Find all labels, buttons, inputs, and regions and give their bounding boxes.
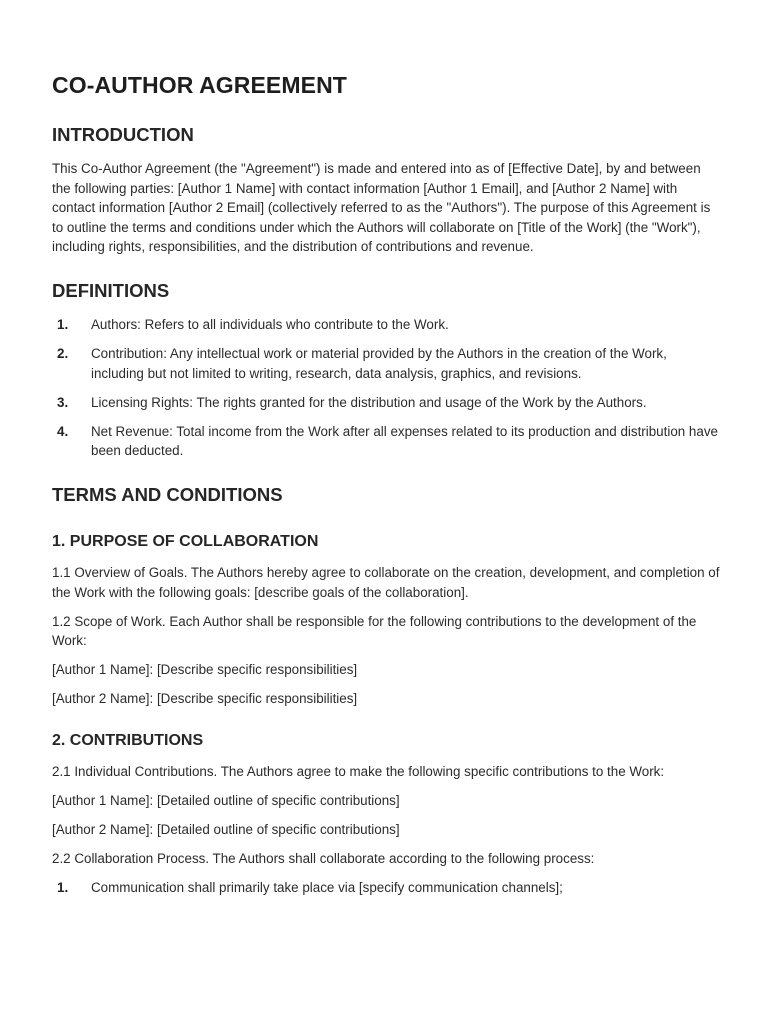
document-title: CO-AUTHOR AGREEMENT xyxy=(52,72,347,98)
author-2-contributions: [Author 2 Name]: [Detailed outline of specific contributions] xyxy=(52,822,400,837)
list-number: 2. xyxy=(57,346,69,361)
list-text: Contribution: Any intellectual work or material provided by the Authors in the creation of the Work, including but not limited to writing, research, data analysis, graphics, and revisions. xyxy=(91,346,667,381)
collaboration-process-paragraph: 2.2 Collaboration Process. The Authors shall collaborate according to the following process: xyxy=(52,851,595,866)
purpose-paragraph: 1.1 Overview of Goals. The Authors hereby agree to collaborate on the creation, development, and completion of the Work with the following goals: [describe goals of the collaboration]. xyxy=(52,565,720,600)
list-number: 1. xyxy=(57,317,69,332)
list-item xyxy=(52,315,720,335)
terms-heading: TERMS AND CONDITIONS xyxy=(52,484,283,505)
individual-contributions-paragraph: 2.1 Individual Contributions. The Authors agree to make the following specific contributions to the Work: xyxy=(52,764,665,779)
list-number: 3. xyxy=(57,394,69,410)
list-item xyxy=(52,422,720,461)
contributions-heading: 2. CONTRIBUTIONS xyxy=(52,732,204,749)
list-item xyxy=(52,344,720,383)
introduction-text: This Co-Author Agreement (the "Agreement") is made and entered into as of [Effective Date], by and between the following parties: [Author 1 Name] with contact information [Author 1 Email], and [Author 2 Name] with contact information [Author 2 Email] (collectively referred to as the "Authors"). The purpose of this Agreement is to outline the terms and conditions under which the Authors will collaborate on [Title of the Work] (the "Work"), including rights, responsibilities, and the distribution of contributions and revenue. xyxy=(52,161,711,254)
author-1-responsibilities: [Author 1 Name]: [Describe specific responsibilities] xyxy=(52,662,358,677)
list-text: Communication shall primarily take place via [specify communication channels]; xyxy=(91,880,563,895)
list-text: Net Revenue: Total income from the Work after all expenses related to its production and distribution have been deducted. xyxy=(91,423,718,458)
terms-section xyxy=(52,483,720,898)
list-number: 4. xyxy=(57,423,69,439)
author-1-contributions: [Author 1 Name]: [Detailed outline of specific contributions] xyxy=(52,793,400,808)
definitions-list xyxy=(52,315,720,461)
introduction-section xyxy=(52,123,720,257)
purpose-heading: 1. PURPOSE OF COLLABORATION xyxy=(52,533,319,550)
definitions-heading: DEFINITIONS xyxy=(52,280,170,301)
author-2-responsibilities: [Author 2 Name]: [Describe specific responsibilities] xyxy=(52,691,358,706)
scope-paragraph: 1.2 Scope of Work. Each Author shall be responsible for the following contributions to the development of the Work: xyxy=(52,613,697,648)
list-number: 1. xyxy=(57,880,69,895)
collaboration-process-list xyxy=(52,878,720,898)
list-item xyxy=(52,393,720,413)
list-text: Licensing Rights: The rights granted for the distribution and usage of the Work by the Authors. xyxy=(91,394,647,410)
list-item xyxy=(52,878,720,898)
definitions-section xyxy=(52,279,720,461)
list-text: Authors: Refers to all individuals who contribute to the Work. xyxy=(91,317,449,332)
introduction-heading: INTRODUCTION xyxy=(52,124,194,145)
document-content xyxy=(52,70,720,907)
